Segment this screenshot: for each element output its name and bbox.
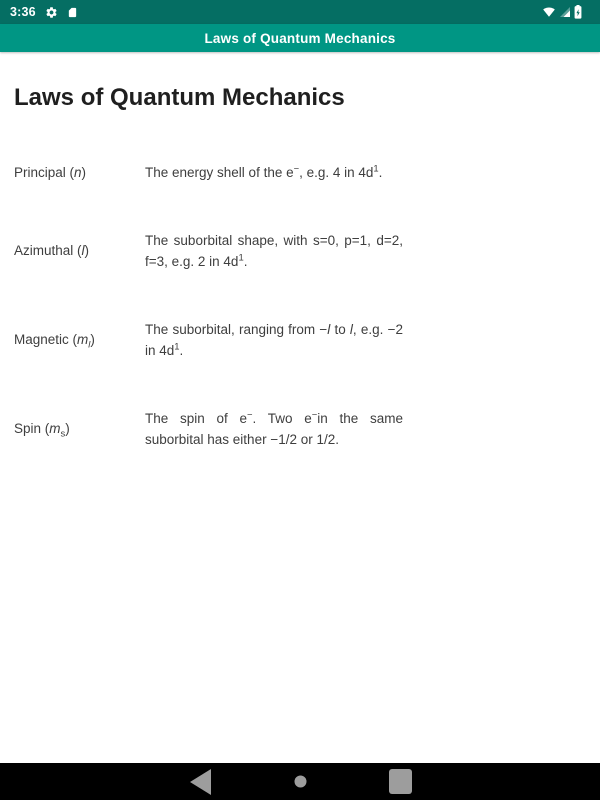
quantum-numbers-list <box>14 162 586 451</box>
list-item-principal <box>14 162 586 184</box>
recents-icon <box>389 769 412 794</box>
status-bar <box>0 0 600 24</box>
home-button[interactable] <box>276 763 324 800</box>
list-item-spin <box>14 408 586 451</box>
quantum-number-description: The suborbital, ranging from −l to l, e.g. −2 in $4d^1$. <box>145 321 403 358</box>
app-bar <box>0 24 600 52</box>
sim-card-icon <box>67 6 78 19</box>
page-title: Laws of Quantum Mechanics <box>14 84 345 111</box>
back-icon <box>190 769 211 795</box>
quantum-number-label: Principal (n) <box>14 165 87 180</box>
status-time: 3:36 <box>10 4 36 19</box>
quantum-number-label: Magnetic $(m_l)$ <box>14 332 95 351</box>
quantum-number-description: The suborbital shape, with s=0, p=1, d=2, f=3, e.g. 2 in $4d^1$. <box>145 232 403 269</box>
app-bar-title: Laws of Quantum Mechanics <box>204 30 396 46</box>
wifi-icon <box>542 6 556 18</box>
quantum-number-label: Spin $(m_s)$ <box>14 421 70 440</box>
list-item-magnetic <box>14 319 586 362</box>
status-bar-left <box>10 6 78 19</box>
recents-button[interactable] <box>376 763 424 800</box>
list-item-azimuthal <box>14 230 586 273</box>
content-area <box>0 84 600 451</box>
cellular-signal-icon <box>559 6 571 18</box>
home-icon <box>294 775 307 788</box>
quantum-number-description: The spin of e−. Two e−in the same suborbital has either −1/2 or 1/2. <box>145 409 403 447</box>
battery-charging-icon <box>574 5 582 19</box>
quantum-number-description: The energy shell of the e−, e.g. 4 in $4d^1$. <box>145 163 383 180</box>
gear-icon <box>45 6 58 19</box>
quantum-number-label: Azimuthal (l) <box>14 243 90 259</box>
back-button[interactable] <box>176 763 224 800</box>
status-bar-right <box>542 5 582 19</box>
navigation-bar <box>0 763 600 800</box>
